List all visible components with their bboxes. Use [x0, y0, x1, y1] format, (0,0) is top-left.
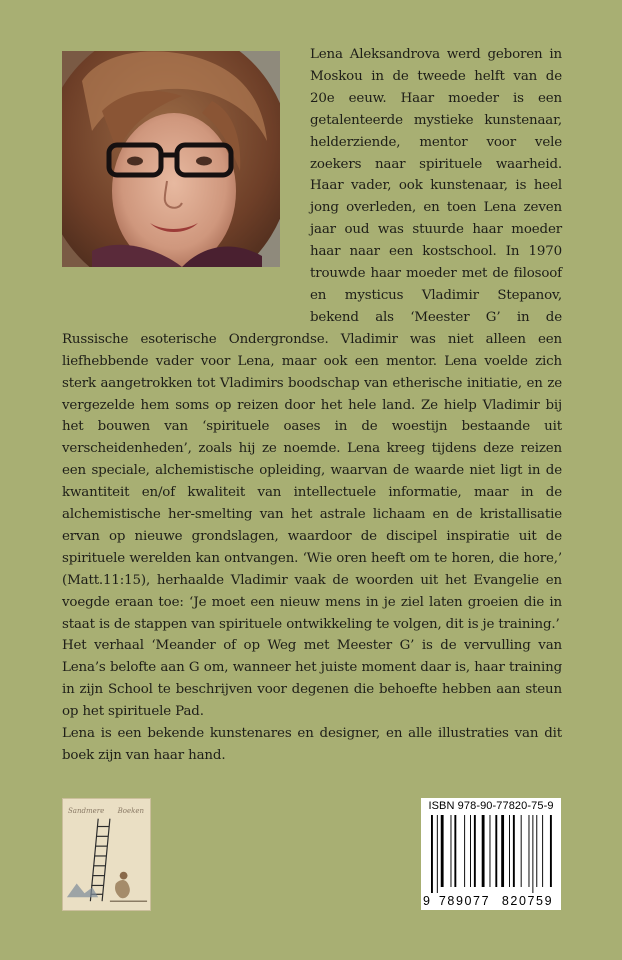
barcode-bar — [431, 815, 433, 893]
barcode-bar — [536, 815, 537, 887]
barcode-digit-group-right: 820759 — [501, 894, 554, 908]
barcode-bar — [521, 815, 522, 887]
barcode-bar — [451, 815, 452, 887]
isbn-label: ISBN 978-90-77820-75-9 — [428, 800, 554, 812]
barcode-bar — [542, 815, 543, 887]
barcode-bar — [454, 815, 456, 887]
bio-paragraph-2: Het verhaal ‘Meander of op Weg met Meester G’ is de vervulling van Lena’s belofte aan G om, wanneer het juiste moment daar is, haar training in zijn School te beschrijven voor degenen die behoefte hebben aan steun op het spirituele Pad. — [62, 638, 562, 720]
barcode-bars — [421, 815, 561, 893]
publisher-logo — [62, 798, 151, 911]
barcode-bar — [482, 815, 485, 887]
publisher-word-right: Boeken — [117, 807, 144, 815]
bio-paragraph-1: Lena Aleksandrova werd geboren in Moskou in de tweede helft van de 20e eeuw. Haar moeder is een getalenteerde mystieke kunstenaar, helderziende, mentor voor vele zoekers naar spirituele waarheid. Haar vader, ook kunstenaar, is heel jong overleden, en toen Lena zeven jaar oud was stuurde haar moeder haar naar een kostschool. In 1970 trouwde haar moeder met de filosoof en mysticus Vladimir Stepanov, bekend als ‘Meester G’ in de Russische esoterische Ondergrondse. Vladimir was niet alleen een liefhebbende vader voor Lena, maar ook een mentor. Lena voelde zich sterk aangetrokken tot Vladimirs boodschap van etherische initiatie, en ze vergezelde hem soms op reizen door het hele land. Ze hielp Vladimir bij het bouwen van ‘spirituele oases in de woestijn bestaande uit verscheidenheden’, zoals hij ze noemde. Lena kreeg tijdens deze reizen een speciale, alchemistische opleiding, waarvan de waarde niet ligt in de kwantiteit en/of kwaliteit van intellectuele informatie, maar in de alchemistische her-smelting van het astrale lichaam en de kristallisatie ervan op nieuwe grondslagen, waardoor de discipel inspiratie uit de spirituele werelden kan ontvangen. ‘Wie oren heeft om te horen, die hore,’ (Matt.11:15), herhaalde Vladimir vaak de woorden uit het Evangelie en voegde eraan toe: ‘Je moet een nieuw mens in je ziel laten groeien die in staat is de stappen van spirituele ontwikkeling te volgen, dit is je training.’ — [62, 47, 562, 632]
publisher-word-left: Sandmere — [68, 807, 105, 815]
barcode-bar — [532, 815, 533, 893]
barcode-digit-lead: 9 — [423, 894, 430, 908]
barcode-bar — [490, 815, 491, 887]
barcode-bar — [501, 815, 504, 887]
barcode-digit-group-left: 789077 — [438, 894, 491, 908]
barcode-bar — [441, 815, 444, 887]
barcode-bar — [513, 815, 515, 887]
author-biography — [62, 44, 562, 767]
barcode-bar — [550, 815, 552, 887]
barcode-bar — [495, 815, 497, 887]
isbn-barcode — [421, 798, 561, 910]
bio-paragraph-3: Lena is een bekende kunstenares en designer, en alle illustraties van dit boek zijn van haar hand. — [62, 726, 562, 763]
photo-text-wrap-spacer — [62, 44, 310, 318]
barcode-bar — [509, 815, 510, 887]
ladder-illustration — [63, 799, 150, 910]
barcode-bar — [464, 815, 465, 887]
barcode-bar — [529, 815, 530, 887]
barcode-bar — [474, 815, 476, 887]
barcode-bar — [437, 815, 438, 893]
barcode-digits — [421, 894, 561, 908]
barcode-bar — [470, 815, 471, 887]
